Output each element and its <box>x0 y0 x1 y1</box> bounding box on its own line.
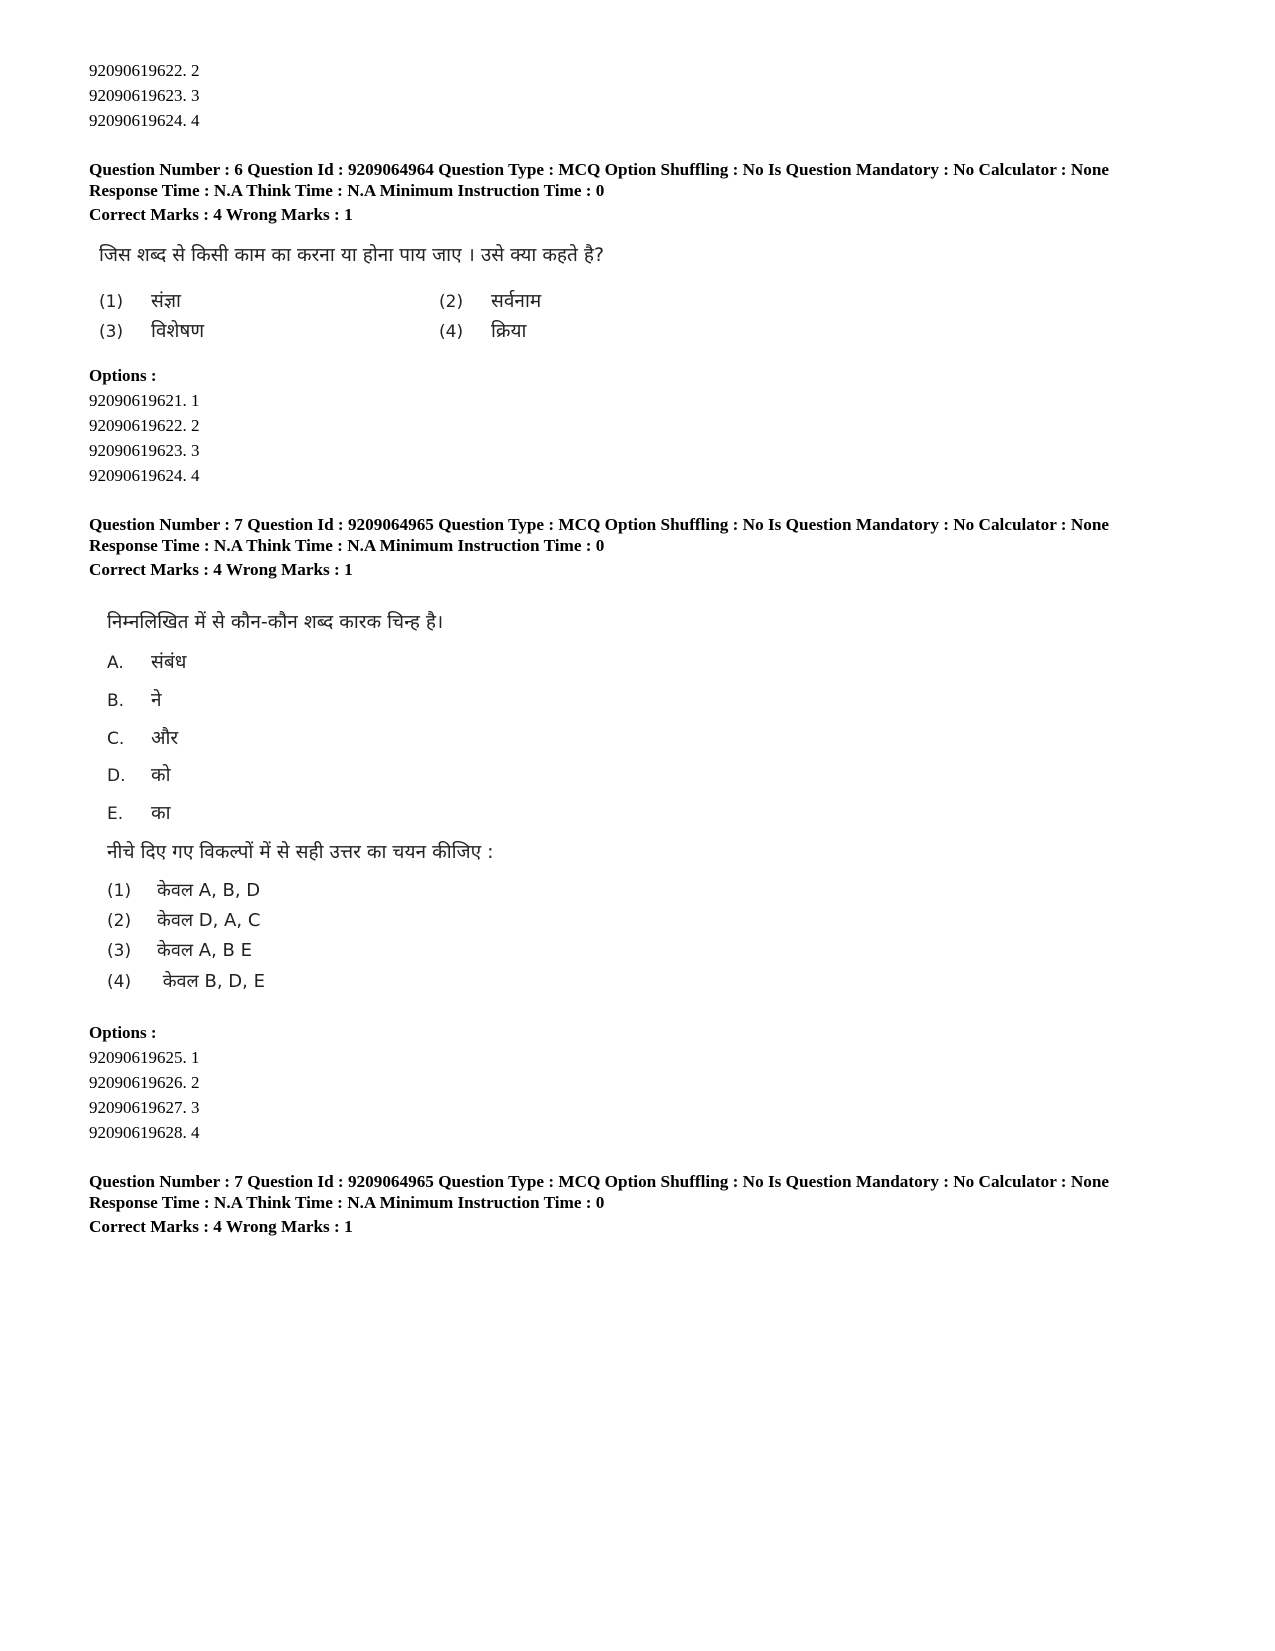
question-meta-line: Response Time : N.A Think Time : N.A Minimum Instruction Time : 0 <box>89 181 605 200</box>
question-6 <box>89 159 1189 488</box>
options-label: Options : <box>89 1023 157 1042</box>
choice-item: (3) विशेषण <box>99 320 205 342</box>
statement-item: E. का <box>107 802 171 824</box>
options-list-previous <box>89 58 1189 133</box>
option-line: 92090619622. 2 <box>89 61 200 80</box>
statement-item: D. को <box>107 764 171 786</box>
question-meta-line: Question Number : 6 Question Id : 9209064964 Question Type : MCQ Option Shuffling : No Is Question Mandatory : No Calculator : None <box>89 160 1110 179</box>
choice-item: (4) केवल B, D, E <box>107 971 265 992</box>
choice-item: (2) सर्वनाम <box>439 290 542 312</box>
option-line: 92090619624. 4 <box>89 111 200 130</box>
question-marks: Correct Marks : 4 Wrong Marks : 1 <box>89 1217 353 1236</box>
question-7 <box>89 514 1189 1145</box>
option-line: 92090619623. 3 <box>89 86 200 105</box>
option-line: 92090619628. 4 <box>89 1123 200 1142</box>
choice-item: (3) केवल A, B E <box>107 940 252 961</box>
document-page <box>89 58 1189 1237</box>
question-image <box>107 590 1189 1020</box>
choice-item: (1) केवल A, B, D <box>107 880 261 901</box>
question-image <box>99 233 1189 363</box>
question-meta-line: Question Number : 7 Question Id : 9209064965 Question Type : MCQ Option Shuffling : No Is Question Mandatory : No Calculator : None <box>89 515 1110 534</box>
question-marks: Correct Marks : 4 Wrong Marks : 1 <box>89 205 353 224</box>
option-line: 92090619627. 3 <box>89 1098 200 1117</box>
option-line: 92090619625. 1 <box>89 1048 200 1067</box>
choice-item: (4) क्रिया <box>439 320 527 342</box>
option-line: 92090619623. 3 <box>89 441 200 460</box>
choice-item: (1) संज्ञा <box>99 290 181 312</box>
question-stem: जिस शब्द से किसी काम का करना या होना पाय जाए । उसे क्या कहते है? <box>99 244 605 266</box>
option-line: 92090619624. 4 <box>89 466 200 485</box>
statement-item: B. ने <box>107 689 162 711</box>
question-meta-line: Response Time : N.A Think Time : N.A Minimum Instruction Time : 0 <box>89 1193 605 1212</box>
instruction-text: नीचे दिए गए विकल्पों में से सही उत्तर का चयन कीजिए : <box>107 841 494 863</box>
option-line: 92090619621. 1 <box>89 391 200 410</box>
option-line: 92090619622. 2 <box>89 416 200 435</box>
options-label: Options : <box>89 366 157 385</box>
choice-item: (2) केवल D, A, C <box>107 910 261 931</box>
question-meta-line: Response Time : N.A Think Time : N.A Minimum Instruction Time : 0 <box>89 536 605 555</box>
question-7-repeat <box>89 1171 1189 1237</box>
question-marks: Correct Marks : 4 Wrong Marks : 1 <box>89 560 353 579</box>
statement-item: C. और <box>107 727 179 749</box>
question-stem: निम्नलिखित में से कौन-कौन शब्द कारक चिन्ह है। <box>107 611 444 633</box>
option-line: 92090619626. 2 <box>89 1073 200 1092</box>
question-meta-line: Question Number : 7 Question Id : 9209064965 Question Type : MCQ Option Shuffling : No Is Question Mandatory : No Calculator : None <box>89 1172 1110 1191</box>
statement-item: A. संबंध <box>107 651 187 673</box>
